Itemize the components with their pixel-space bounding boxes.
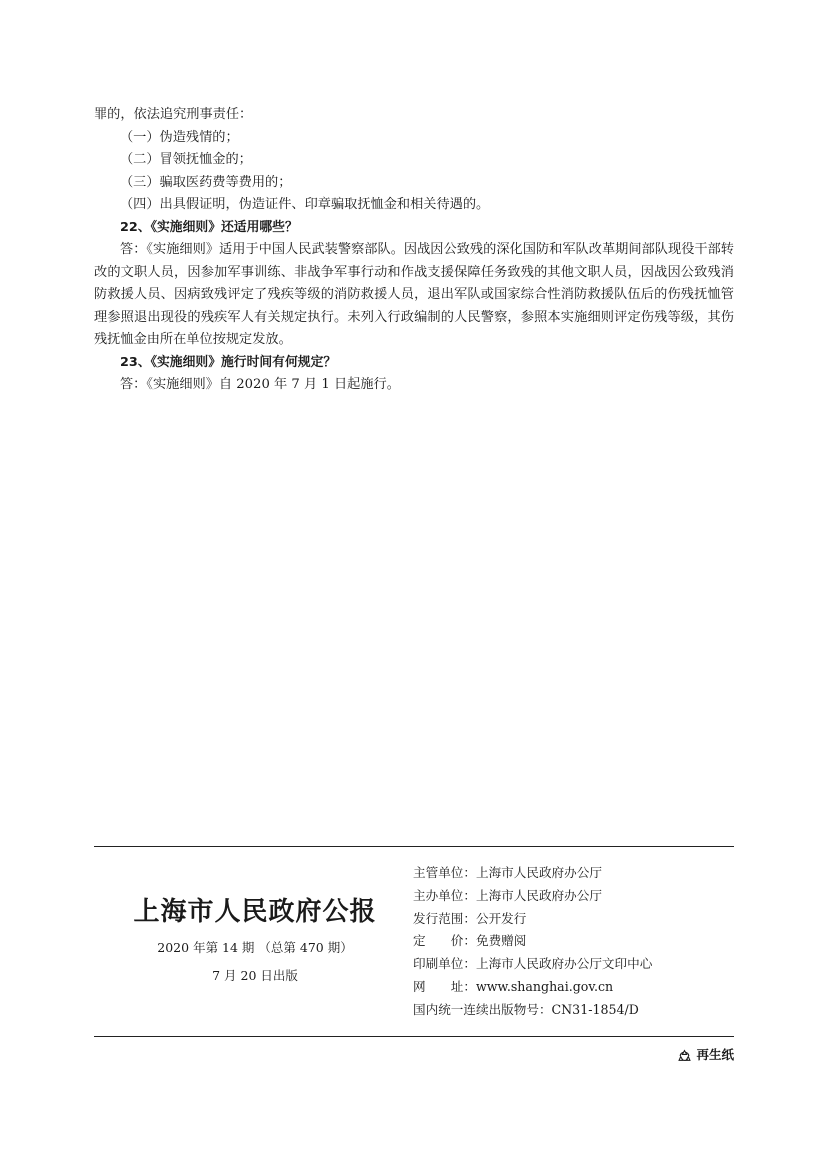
colophon-row [413, 930, 733, 953]
colophon-row [413, 999, 733, 1022]
colophon-value: 上海市人民政府办公厅 [475, 887, 602, 903]
list-item: （四）出具假证明，伪造证件、印章骗取抚恤金和相关待遇的。 [120, 197, 490, 212]
colophon-label: 网 址： [413, 978, 476, 994]
colophon-label: 国内统一连续出版物号： [413, 1001, 552, 1017]
gazette-title: 上海市人民政府公报 [133, 897, 377, 927]
colophon-value: 公开发行 [475, 910, 527, 926]
divider-top [94, 846, 734, 847]
recycled-paper-mark [678, 1046, 734, 1064]
answer-22-paragraph: 答：《实施细则》适用于中国人民武装警察部队。因战因公致残的深化国防和军队改革期间部队现役干部转改的文职人员，因参加军事训练、非战争军事行动和作战支援保障任务致残的其他文职人员，因战因公致残消防救援人员、因病致残评定了残疾等级的消防救援人员，退出军队或国家综合性消防救援队伍后的伤残抚恤管理参照退出现役的残疾军人有关规定执行。未列入行政编制的人民警察，参照本实施细则评定伤残等级，其伤残抚恤金由所在单位按规定发放。 [94, 242, 734, 347]
colophon-label: 印刷单位： [413, 956, 476, 972]
colophon-value: 免费赠阅 [475, 933, 527, 949]
question-22-heading: 22、《实施细则》还适用哪些？ [120, 219, 298, 235]
recycle-icon [678, 1049, 691, 1062]
recycled-label: 再生纸 [696, 1047, 734, 1062]
colophon-label: 发行范围： [413, 910, 476, 926]
website-link: www.shanghai.gov.cn [475, 978, 614, 994]
colophon-label: 主办单位： [413, 887, 476, 903]
divider-bottom [94, 1036, 734, 1037]
paragraph-continuation: 罪的，依法追究刑事责任： [94, 107, 253, 122]
question-23-heading: 23、《实施细则》施行时间有何规定？ [120, 354, 337, 370]
colophon-value: CN31-1854/D [551, 1001, 639, 1017]
colophon-row [413, 862, 733, 885]
colophon-label: 定 价： [413, 933, 476, 949]
colophon-row [413, 976, 733, 999]
colophon-value: 上海市人民政府办公厅文印中心 [475, 956, 653, 972]
colophon-row [413, 885, 733, 908]
list-item: （三）骗取医药费等费用的； [120, 174, 292, 190]
answer-23-paragraph: 答：《实施细则》自 2020 年 7 月 1 日起施行。 [120, 377, 400, 392]
colophon-value: 上海市人民政府办公厅 [475, 865, 602, 880]
colophon-label: 主管单位： [413, 865, 476, 880]
list-item: （二）冒领抚恤金的； [120, 152, 252, 167]
issue-number: 2020 年第 14 期 （总第 470 期） [157, 940, 353, 955]
publication-date: 7 月 20 日出版 [212, 968, 298, 983]
masthead [120, 895, 390, 985]
colophon-row [413, 908, 733, 931]
list-item: （一）伪造残情的； [120, 129, 239, 145]
article-body [94, 104, 734, 397]
colophon-row [413, 953, 733, 976]
colophon [413, 862, 733, 1022]
